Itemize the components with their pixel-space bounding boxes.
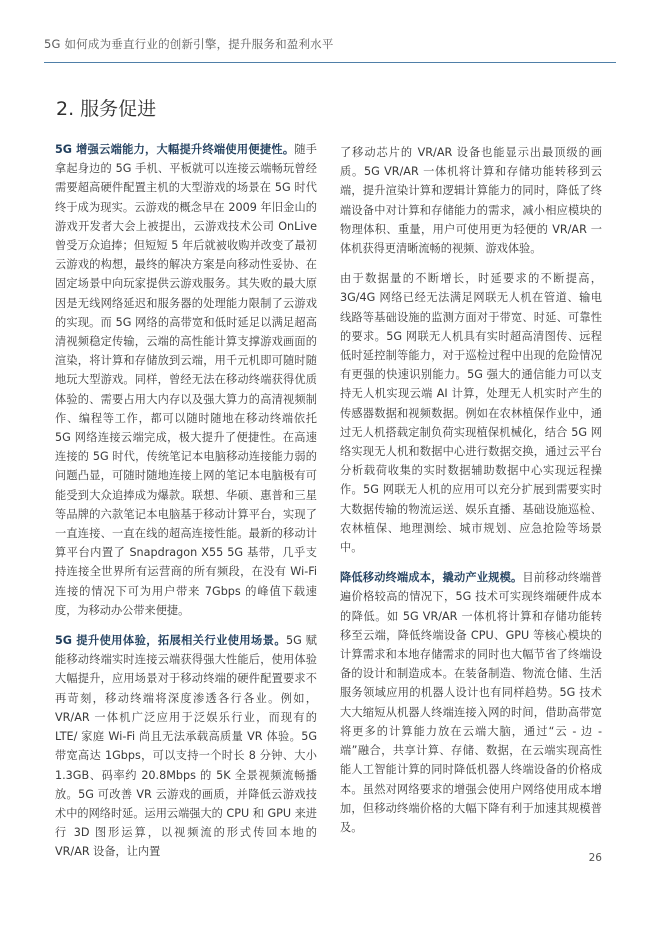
paragraph-lead: 5G 提升使用体验，拓展相关行业使用场景。 — [55, 634, 286, 648]
page-number: 26 — [588, 852, 602, 864]
paragraph-lead: 降低移动终端成本，撬动产业规模。 — [340, 571, 523, 585]
paragraph-lead: 5G 增强云端能力，大幅提升终端使用便捷性。 — [55, 143, 295, 156]
paragraph-user-experience — [55, 631, 317, 861]
paragraph-body: 了移动芯片的 VR/AR 设备也能显示出最顶级的画质。5G VR/AR 一体机将计算和存储功能转移到云端，提升渲染计算和逻辑计算能力的同时，降低了终端设备中对计算和存储能力的需求，减小相应模块的物理体积、重量，用户可使用更为轻便的 VR/AR 一体机获得更清晰流畅的视频、游戏体验。 — [340, 146, 602, 256]
left-column — [55, 140, 317, 873]
paragraph-cost-reduction — [340, 568, 602, 837]
paragraph-drones — [340, 269, 602, 557]
paragraph-body: 目前移动终端普遍价格较高的情况下，5G 技术可实现终端硬件成本的降低。如 5G VR/AR 一体机将计算和存储功能转移至云端，降低终端设备 CPU、GPU 等核心模块的计算需求和本地存储需求的同时也大幅节省了终端设备的设计和制造成本。在装备制造、物流仓储、生活服务领域应用的机器人设计也有同样趋势。5G 技术大大缩短从机器人终端连接入网的时间，借助高带宽将更多的计算能力放在云端大脑，通过“云 - 边 - 端”融合，共享计算、存储、数据，在云端实现高性能人工智能计算的同时降低机器人终端设备的价格成本。虽然对网络要求的增强会使用户网络使用成本增加，但移动终端价格的大幅下降有利于加速其规模普及。 — [340, 571, 602, 834]
paragraph-body: 5G 赋能移动终端实时连接云端获得强大性能后，使用体验大幅提升，应用场景对于移动终端的硬件配置要求不再苛刻，移动终端将深度渗透各行各业。例如，VR/AR 一体机广泛应用于泛娱乐行业，而现有的 LTE/ 家庭 Wi-Fi 尚且无法承载高质量 VR 体验。5G 带宽高达 1Gbps，可以支持一个时长 8 分钟、大小 1.3GB、码率约 20.8Mbps 的 5K 全景视频流畅播放。5G 可改善 VR 云游戏的画质，并降低云游戏技术中的网络时延。运用云端强大的 CPU 和 GPU 来进行 3D 图形运算，以视频流的形式传回本地的 VR/AR 设备，让内置 — [55, 634, 317, 859]
paragraph-body: 由于数据量的不断增长，时延要求的不断提高，3G/4G 网络已经无法满足网联无人机在管道、输电线路等基础设施的监测方面对于带宽、时延、可靠性的要求。5G 网联无人机具有实时超高清图传、远程低时延控制等能力，对于巡检过程中出现的危险情况有更强的快速识别能力。5G 强大的通信能力可以支持无人机实现云端 AI 计算，处理无人机实时产生的传感器数据和视频数据。例如在农林植保作业中，通过无人机搭载定制负荷实现植保机械化，结合 5G 网络实现无人机和数据中心进行数据交换，通过云平台分析载荷收集的实时数据辅助数据中心实现远程操作。5G 网联无人机的应用可以充分扩展到需要实时大数据传输的物流运送、娱乐直播、基础设施巡检、农林植保、地理测绘、城市规划、应急抢险等场景中。 — [340, 272, 602, 555]
paragraph-vr-continuation — [340, 143, 602, 258]
section-title: 2. 服务促进 — [56, 98, 157, 120]
paragraph-body: 随手拿起身边的 5G 手机、平板就可以连接云端畅玩曾经需要超高硬件配置主机的大型游戏的场景在 5G 时代终于成为现实。云游戏的概念早在 2009 年旧金山的游戏开发者大会上被提出，云游戏技术公司 OnLive 曾受万众追捧；但短短 5 年后就被收购并改变了最初云游戏的构想，最终的解决方案是向移动性妥协、在固定场景中向玩家提供云游戏服务。其失败的最大原因是无线网络延迟和服务器的处理能力限制了云游戏的实现。而 5G 网络的高带宽和低时延足以满足超高清视频稳定传输，云端的高性能计算支撑游戏画面的渲染，将计算和存储放到云端，用千元机即可随时随地玩大型游戏。同样，曾经无法在移动终端获得优质体验的、需要占用大内存以及强大算力的高清视频制作、编程等工作，都可以随时随地在移动终端依托 5G 网络连接云端完成，极大提升了便捷性。在高速连接的 5G 时代，传统笔记本电脑移动连接能力弱的问题凸显，可随时随地连接上网的笔记本电脑极有可能受到大众追捧成为爆款。联想、华硕、惠普和三星等品牌的六款笔记本电脑基于移动计算平台，实现了一直连接、一直在线的超高连接性能。最新的移动计算平台内置了 Snapdragon X55 5G 基带，几乎支持连接全世界所有运营商的所有频段，在没有 Wi-Fi 连接的情况下可为用户带来 7Gbps 的峰值下载速度，为移动办公带来便捷。 — [55, 143, 317, 617]
paragraph-cloud-capability — [55, 140, 317, 620]
running-header: 5G 如何成为垂直行业的创新引擎，提升服务和盈利水平 — [44, 37, 334, 51]
right-column — [340, 143, 602, 848]
header-divider — [44, 62, 616, 63]
